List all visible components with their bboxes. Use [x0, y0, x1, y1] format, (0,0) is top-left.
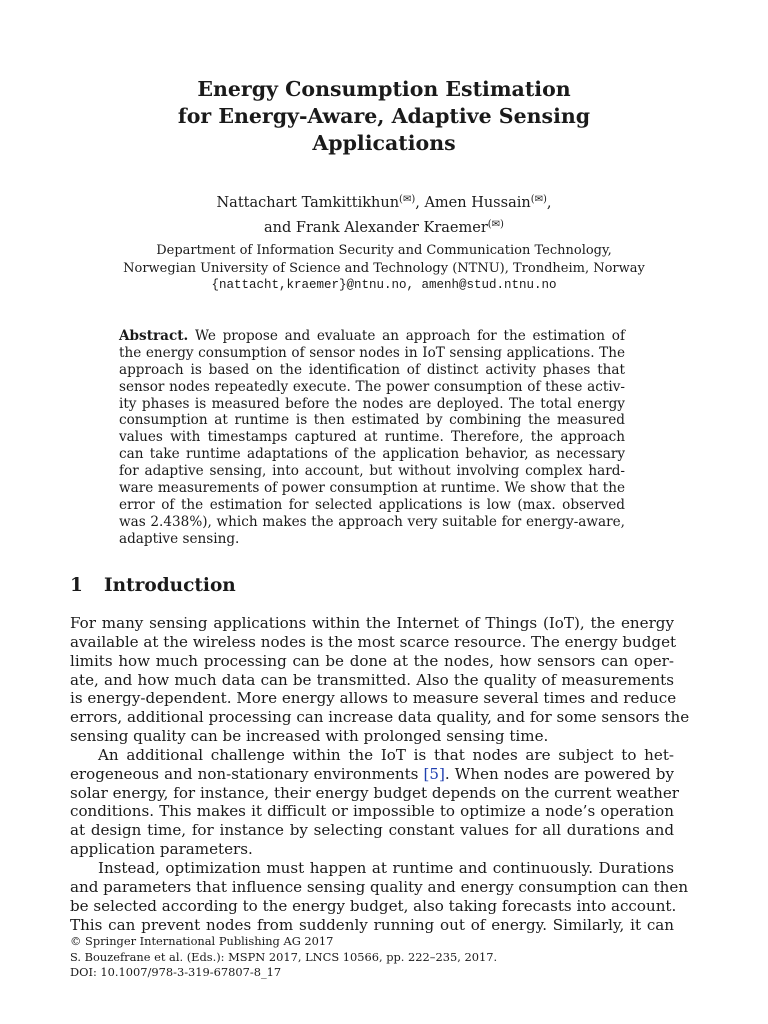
body-line: application parameters.	[70, 840, 253, 859]
mail-icon: (✉)	[487, 219, 504, 230]
body-line: sensing quality can be increased with prolonged sensing time.	[70, 727, 549, 746]
title-line-3: Applications	[312, 131, 456, 155]
abstract-line: can take runtime adaptations of the application behavior, as necessary	[119, 446, 625, 463]
author-name: Nattachart Tamkittikhun	[216, 195, 400, 211]
abstract-line: the energy consumption of sensor nodes in IoT sensing applications. The	[119, 344, 625, 361]
affiliation-line: Norwegian University of Science and Technology (NTNU), Trondheim, Norway	[123, 260, 645, 276]
title-line-1: Energy Consumption Estimation	[197, 77, 571, 101]
author-emails: {nattacht,kraemer}@ntnu.no, amenh@stud.ntnu.no	[211, 278, 557, 292]
mail-icon: (✉)	[399, 194, 416, 205]
author-separator: ,	[546, 195, 552, 211]
abstract-line: adaptive sensing.	[119, 530, 240, 547]
body-line: ate, and how much data can be transmitted. Also the quality of measurements	[70, 670, 674, 689]
body-line	[70, 765, 674, 784]
section-number: 1	[70, 575, 83, 596]
abstract-line: sensor nodes repeatedly execute. The power consumption of these activ-	[119, 378, 625, 395]
body-line: limits how much processing can be done at the nodes, how sensors can oper-	[70, 651, 674, 670]
body-text	[70, 614, 690, 934]
abstract-line: for adaptive sensing, into account, but without involving complex hard-	[119, 463, 625, 480]
body-line: For many sensing applications within the Internet of Things (IoT), the energy	[70, 614, 674, 632]
body-line: Instead, optimization must happen at runtime and continuously. Durations	[98, 858, 674, 877]
mail-icon: (✉)	[530, 194, 547, 205]
citation-line: S. Bouzefrane et al. (Eds.): MSPN 2017, LNCS 10566, pp. 222–235, 2017.	[70, 949, 498, 964]
abstract-line: ity phases is measured before the nodes are deployed. The total energy	[119, 395, 625, 412]
body-line: errors, additional processing can increase data quality, and for some sensors the	[70, 708, 690, 727]
abstract	[119, 328, 625, 548]
abstract-line: We propose and evaluate an approach for the estimation of	[188, 328, 625, 344]
body-line: This can prevent nodes from suddenly running out of energy. Similarly, it can	[70, 915, 674, 934]
body-line: conditions. This makes it difficult or impossible to optimize a node’s operation	[70, 802, 674, 821]
body-line: An additional challenge within the IoT is that nodes are subject to het-	[98, 745, 674, 764]
body-line: available at the wireless nodes is the most scarce resource. The energy budget	[70, 632, 677, 651]
body-line: at design time, for instance by selecting constant values for all durations and	[70, 821, 674, 840]
copyright-line: © Springer International Publishing AG 2017	[70, 934, 334, 948]
abstract-line: consumption at runtime is then estimated by combining the measured	[119, 412, 625, 429]
author-list	[0, 189, 768, 239]
author-name: and Frank Alexander Kraemer	[264, 220, 488, 236]
citation-link[interactable]: [5]	[423, 764, 445, 783]
body-line: be selected according to the energy budget, also taking forecasts into account.	[70, 896, 677, 915]
abstract-line: error of the estimation for selected applications is low (max. observed	[119, 496, 625, 513]
paper-title	[0, 76, 768, 157]
body-line: solar energy, for instance, their energy budget depends on the current weather	[70, 783, 679, 802]
title-line-2: for Energy-Aware, Adaptive Sensing	[177, 104, 591, 128]
publication-footer	[70, 934, 497, 981]
section-heading	[70, 575, 236, 596]
author-separator: ,	[415, 195, 425, 211]
author-name: Amen Hussain	[424, 195, 531, 211]
abstract-line: values with timestamps captured at runtime. Therefore, the approach	[119, 429, 625, 446]
section-title: Introduction	[104, 575, 236, 596]
abstract-label: Abstract.	[119, 328, 189, 344]
affiliation-line: Department of Information Security and Communication Technology,	[156, 243, 612, 258]
body-text-fragment: erogeneous and non-stationary environments	[70, 764, 424, 783]
affiliation	[0, 242, 768, 295]
abstract-line: ware measurements of power consumption at runtime. We show that the	[119, 480, 625, 497]
body-text-fragment: . When nodes are powered by	[444, 764, 674, 783]
abstract-line: was 2.438%), which makes the approach very suitable for energy-aware,	[119, 513, 625, 530]
body-line: is energy-dependent. More energy allows to measure several times and reduce	[70, 689, 677, 708]
doi-line: DOI: 10.1007/978-3-319-67807-8_17	[70, 965, 282, 979]
abstract-line: approach is based on the identification of distinct activity phases that	[119, 361, 625, 378]
body-line: and parameters that influence sensing quality and energy consumption can then	[70, 877, 689, 896]
